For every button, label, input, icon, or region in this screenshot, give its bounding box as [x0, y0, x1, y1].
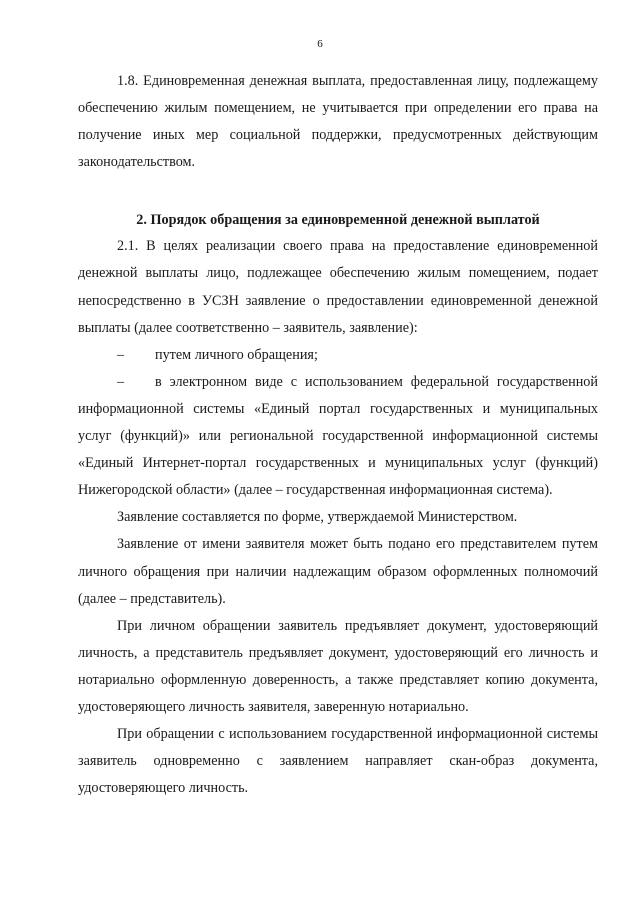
paragraph-personal-appeal: При личном обращении заявитель предъявляет документ, удостоверяющий личность, а представитель предъявляет документ, удостоверяющий его личность и нотариально оформленную доверенность, а также представляет копию документа, удостоверяющего личность заявителя, заверенную нотариально.: [78, 617, 598, 715]
list-item-text: путем личного обращения;: [155, 346, 318, 363]
list-item-electronic: [78, 369, 598, 504]
section-heading-2: 2. Порядок обращения за единовременной денежной выплатой: [136, 212, 540, 229]
list-item-personal-appeal: [78, 342, 598, 369]
list-dash: –: [117, 373, 125, 390]
paragraph-electronic-appeal: При обращении с использованием государственной информационной системы заявитель одновременно с заявлением направляет скан-образ документа, удостоверяющего личность.: [78, 726, 598, 797]
list-dash: –: [117, 346, 125, 363]
page-number: 6: [317, 38, 323, 50]
paragraph-2-1: 2.1. В целях реализации своего права на предоставление единовременной денежной выплаты лицо, подлежащее обеспечению жилым помещением, подает непосредственно в УСЗН заявление о предоставлении единовременной денежной выплаты (далее соответственно – заявитель, заявление):: [78, 238, 598, 336]
paragraph-1-8: 1.8. Единовременная денежная выплата, предоставленная лицу, подлежащему обеспечению жилым помещением, не учитывается при определении его права на получение иных мер социальной поддержки, предусмотренных действующим законодательством.: [78, 73, 598, 171]
paragraph-application-form: Заявление составляется по форме, утверждаемой Министерством.: [117, 509, 518, 526]
list-item-text: в электронном виде с использованием федеральной государственной информационной системы «Единый портал государственных и муниципальных услуг (функций)» или региональной государственной информационной системы «Единый Интернет-портал государственных и муниципальных услуг (функций) Нижегородской области» (далее – государственная информационная система).: [78, 373, 598, 499]
document-body: [78, 68, 598, 802]
paragraph-representative: Заявление от имени заявителя может быть подано его представителем путем личного обращения при наличии надлежащим образом оформленных полномочий (далее – представитель).: [78, 536, 598, 607]
